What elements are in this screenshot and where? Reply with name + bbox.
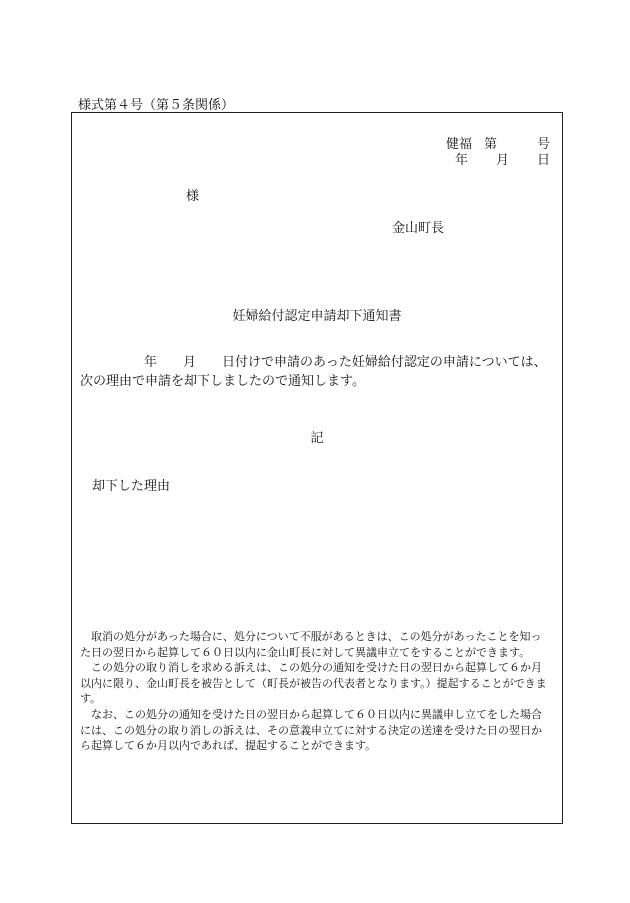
date-month: 月 [495, 153, 509, 168]
sender-name: 金山町長 [392, 221, 445, 236]
reference-prefix: 健福 [445, 137, 472, 152]
addressee-honorific: 様 [186, 189, 200, 204]
body-line-2: 次の理由で申請を却下しましたので通知します。 [80, 374, 365, 389]
notice-paragraph-3: なお、この処分の通知を受けた日の翌日から起算して６０日以内に異議申し立てをした場合には、この処分の取り消しの訴えは、その意義申立てに対する決定の送達を受けた日の翌日から起算して６か月以内であれば、提起することができます。 [80, 707, 542, 753]
notice-paragraph-1: 取消の処分があった場合に、処分について不服があるときは、この処分があったことを知った日の翌日から起算して６０日以内に金山町長に対して異議申立てをすることができます。 [80, 630, 542, 659]
ki-heading: 記 [310, 431, 324, 446]
body-year: 年 [144, 355, 158, 370]
body-line-1 [80, 353, 554, 372]
body-paragraph [80, 353, 554, 391]
appeal-notice [80, 629, 552, 754]
notice-paragraph-2: この処分の取り消しを求める訴えは、この処分の通知を受けた日の翌日から起算して６か月以内に限り、金山町長を被告として（町長が被告の代表者となります。）提起することができます。 [80, 661, 547, 706]
document-frame [71, 112, 563, 824]
document-title: 妊婦給付認定申請却下通知書 [232, 309, 402, 324]
reason-label: 却下した理由 [92, 479, 171, 494]
date-year: 年 [454, 153, 468, 168]
reference-dai: 第 [483, 137, 497, 152]
reference-go: 号 [536, 137, 550, 152]
body-line-1-rest: 日付けで申請のあった妊婦給付認定の申請については、 [222, 355, 547, 370]
form-number-label: 様式第４号（第５条関係） [78, 98, 235, 113]
body-month: 月 [183, 355, 197, 370]
date-day: 日 [536, 153, 550, 168]
issue-date [455, 149, 550, 168]
